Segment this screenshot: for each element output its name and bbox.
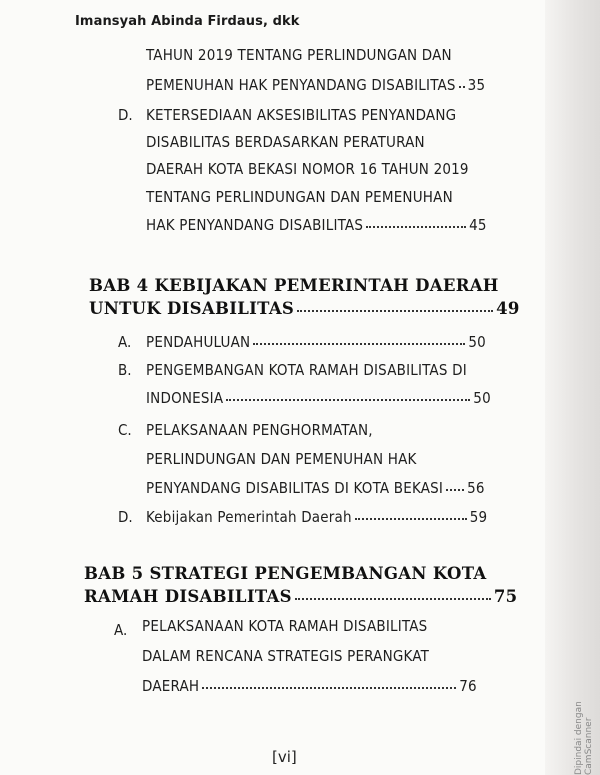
toc-4c-line3 (146, 479, 485, 497)
page-number: 76 (459, 677, 477, 695)
toc-4d-line (146, 508, 487, 526)
page-number: 59 (469, 508, 488, 526)
leader-dots (366, 226, 466, 228)
toc-d-line3: DAERAH KOTA BEKASI NOMOR 16 TAHUN 2019 (146, 160, 469, 178)
toc-4d-letter: D. (118, 508, 133, 526)
toc-chapter-5-title-text: RAMAH DISABILITAS (84, 587, 292, 606)
page-footer-number: [vi] (272, 748, 297, 766)
toc-5a-line2: DALAM RENCANA STRATEGIS PERANGKAT (142, 647, 430, 665)
toc-chapter-4-title-line2 (89, 299, 520, 318)
toc-c-continuation-line2 (146, 76, 485, 94)
toc-4b-line2-text: INDONESIA (146, 389, 224, 407)
running-header-author: Imansyah Abinda Firdaus, dkk (75, 14, 300, 29)
toc-5a-line3 (142, 677, 477, 695)
toc-4c-line1: PELAKSANAAN PENGHORMATAN, (146, 421, 373, 439)
scanner-watermark: Dipindai dengan CamScanner (574, 701, 594, 775)
toc-4a-letter: A. (118, 333, 132, 351)
toc-4c-letter: C. (118, 421, 132, 439)
leader-dots (295, 598, 491, 600)
toc-chapter-4-title-line1: BAB 4 KEBIJAKAN PEMERINTAH DAERAH (89, 276, 499, 295)
leader-dots (459, 86, 465, 88)
page-number: 45 (469, 216, 487, 234)
toc-d-line2: DISABILITAS BERDASARKAN PERATURAN (146, 133, 425, 151)
page-number: 75 (493, 587, 518, 606)
page-number: 35 (467, 76, 486, 94)
toc-chapter-5-title-line1: BAB 5 STRATEGI PENGEMBANGAN KOTA (84, 564, 487, 583)
toc-4b-line2 (146, 389, 491, 407)
toc-d-letter: D. (118, 106, 133, 124)
toc-d-line5 (146, 216, 487, 234)
page-number: 49 (496, 299, 520, 318)
page-number: 50 (473, 389, 491, 407)
toc-chapter-4-title-text: UNTUK DISABILITAS (89, 299, 295, 318)
toc-5a-letter: A. (114, 621, 128, 639)
leader-dots (253, 343, 465, 345)
page-number: 50 (468, 333, 486, 351)
toc-4a-text: PENDAHULUAN (146, 333, 251, 351)
leader-dots (202, 687, 456, 689)
toc-4c-line2: PERLINDUNGAN DAN PEMENUHAN HAK (146, 450, 417, 468)
page-edge-shadow (545, 0, 600, 775)
toc-chapter-5-title-line2 (84, 587, 517, 606)
toc-d-line5-text: HAK PENYANDANG DISABILITAS (146, 216, 364, 234)
leader-dots (446, 489, 464, 491)
toc-4b-letter: B. (118, 361, 132, 379)
toc-4b-line1: PENGEMBANGAN KOTA RAMAH DISABILITAS DI (146, 361, 467, 379)
leader-dots (226, 399, 470, 401)
leader-dots (355, 518, 467, 520)
toc-5a-line1: PELAKSANAAN KOTA RAMAH DISABILITAS (142, 617, 428, 635)
toc-4d-text: Kebijakan Pemerintah Daerah (146, 508, 352, 526)
toc-d-line1: KETERSEDIAAN AKSESIBILITAS PENYANDANG (146, 106, 457, 124)
page-number: 56 (467, 479, 485, 497)
toc-c-continuation-line1: TAHUN 2019 TENTANG PERLINDUNGAN DAN (146, 46, 452, 64)
leader-dots (297, 310, 493, 312)
toc-4a-line (146, 333, 486, 351)
toc-c-continuation-text: PEMENUHAN HAK PENYANDANG DISABILITAS (146, 76, 456, 94)
toc-d-line4: TENTANG PERLINDUNGAN DAN PEMENUHAN (146, 188, 453, 206)
toc-5a-line3-text: DAERAH (142, 677, 200, 695)
toc-4c-line3-text: PENYANDANG DISABILITAS DI KOTA BEKASI (146, 479, 444, 497)
